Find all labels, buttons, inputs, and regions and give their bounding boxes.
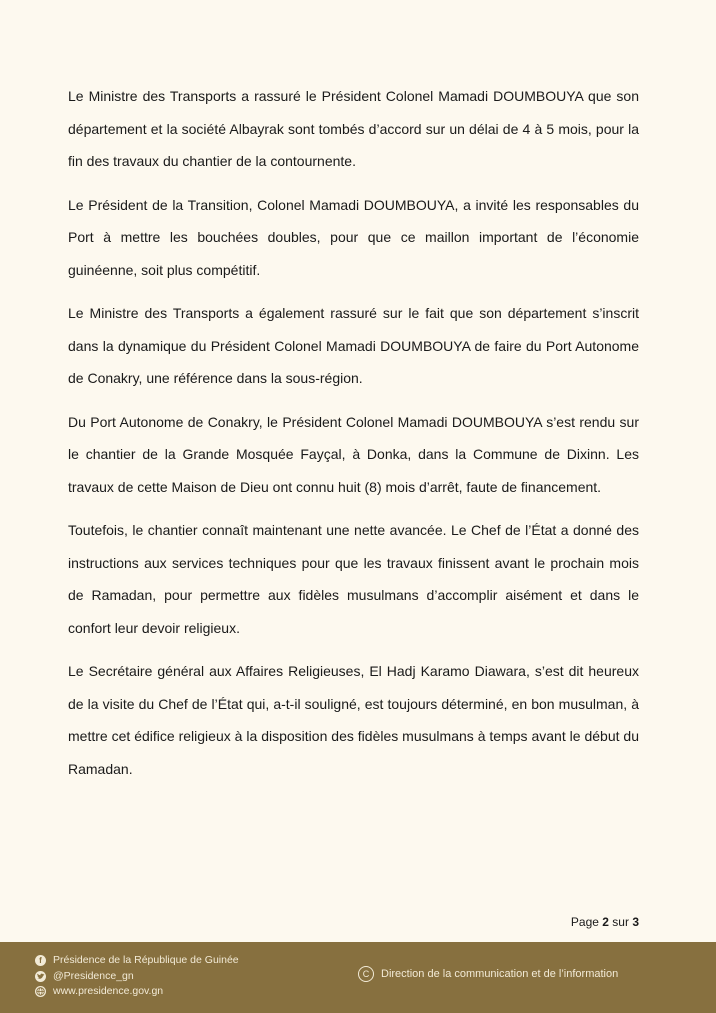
page-prefix: Page xyxy=(570,915,599,929)
paragraph: Le Président de la Transition, Colonel Mamadi DOUMBOUYA, a invité les responsables du Port à mettre les bouchées doubles, pour que ce maillon important de l’économie guinéenne, soit plus compétitif. xyxy=(68,196,639,278)
twitter-icon xyxy=(35,971,46,982)
footer-twitter xyxy=(35,969,239,985)
page-current: 2 xyxy=(602,915,609,929)
paragraph: Le Ministre des Transports a également rassuré sur le fait que son département s’inscrit dans la dynamique du Président Colonel Mamadi DOUMBOUYA de faire du Port Autonome de Conakry, une référence dans la sous-région. xyxy=(68,305,639,386)
facebook-label: Présidence de la République de Guinée xyxy=(53,954,239,966)
copyright-icon: C xyxy=(358,966,374,982)
document-body xyxy=(68,80,639,796)
footer-facebook xyxy=(35,953,239,969)
page-total: 3 xyxy=(632,915,639,929)
paragraph: Du Port Autonome de Conakry, le Président Colonel Mamadi DOUMBOUYA s’est rendu sur le chantier de la Grande Mosquée Fayçal, à Donka, dans la Commune de Dixinn. Les travaux de cette Maison de Dieu ont connu huit (8) mois d’arrêt, faute de financement. xyxy=(68,413,639,495)
copyright-label: Direction de la communication et de l’information xyxy=(381,968,619,980)
footer-contacts xyxy=(35,953,239,1000)
paragraph: Le Ministre des Transports a rassuré le Président Colonel Mamadi DOUMBOUYA que son département et la société Albayrak sont tombés d’accord sur un délai de 4 à 5 mois, pour la fin des travaux du chantier de la contournente. xyxy=(68,88,639,169)
globe-icon xyxy=(35,986,46,997)
footer-website xyxy=(35,984,239,1000)
paragraph: Le Secrétaire général aux Affaires Religieuses, El Hadj Karamo Diawara, s’est dit heureux de la visite du Chef de l’État qui, a-t-il souligné, est toujours déterminé, en bon musulman, à mettre cet édifice religieux à la disposition des fidèles musulmans à temps avant le début du Ramadan. xyxy=(68,663,639,777)
page-separator: sur xyxy=(612,915,629,929)
twitter-label: @Presidence_gn xyxy=(53,969,134,982)
website-label: www.presidence.gov.gn xyxy=(53,985,164,997)
paragraph: Toutefois, le chantier connaît maintenant une nette avancée. Le Chef de l’État a donné des instructions aux services techniques pour que les travaux finissent avant le prochain mois de Ramadan, pour permettre aux fidèles musulmans d’accomplir aisément et dans le confort leur devoir religieux. xyxy=(68,522,639,636)
footer-copyright xyxy=(358,966,618,982)
page-number xyxy=(571,915,639,929)
footer xyxy=(0,942,716,1013)
facebook-icon: f xyxy=(35,955,46,966)
